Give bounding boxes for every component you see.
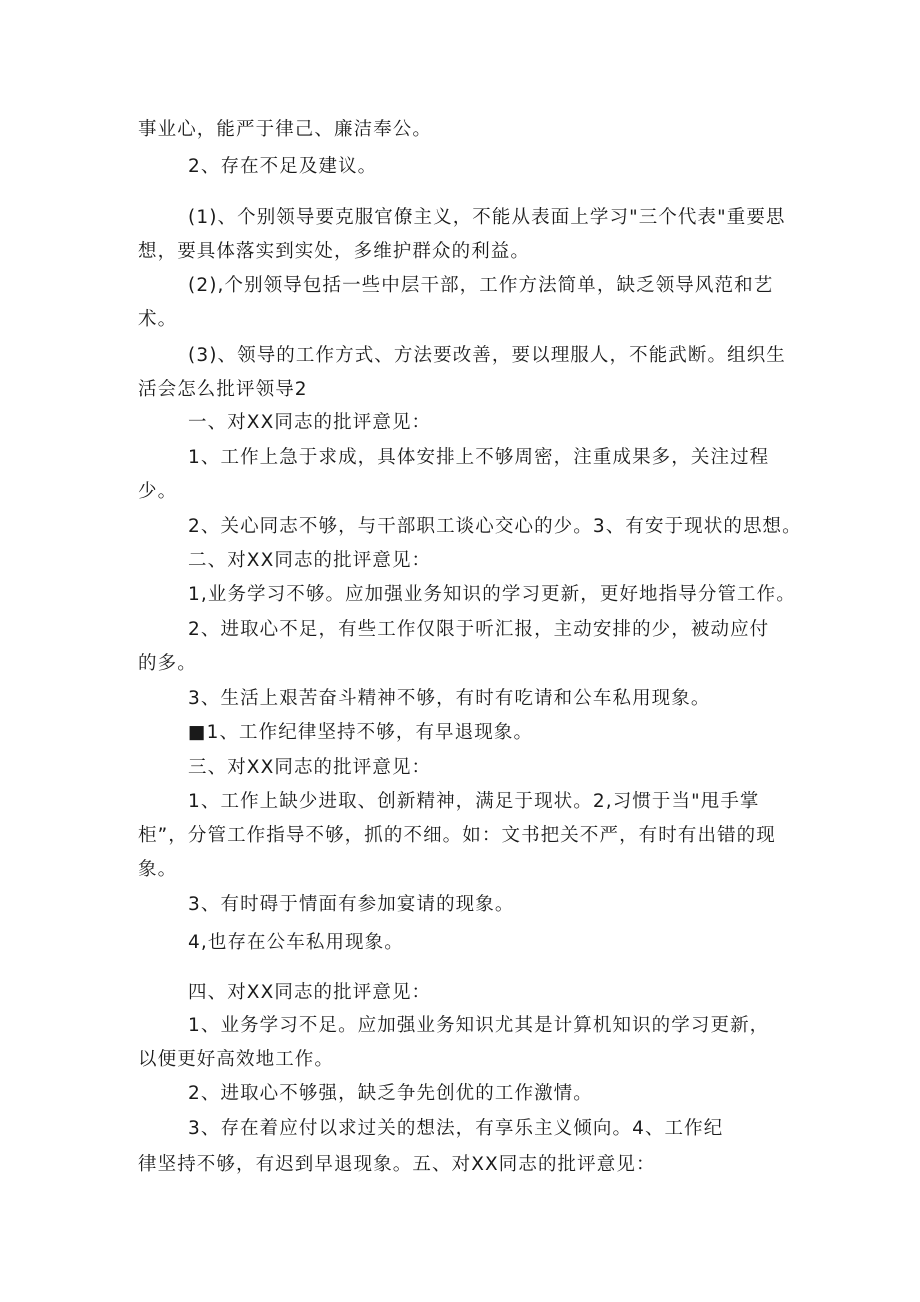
text-line: (3)、领导的工作方式、方法要改善，要以理服人，不能武断。组织生 — [188, 345, 786, 366]
text-line: 三、对XX同志的批评意见： — [188, 757, 432, 778]
text-line: 律坚持不够，有迟到早退现象。五、对XX同志的批评意见： — [138, 1154, 656, 1175]
text-line: (1)、个别领导要克服官僚主义，不能从表面上学习"三个代表"重要思 — [188, 207, 786, 228]
text-line: 二、对XX同志的批评意见： — [188, 550, 432, 571]
text-line: 2、进取心不足，有些工作仅限于听汇报，主动安排的少，被动应付 — [188, 619, 770, 640]
text-line: 4,也存在公车私用现象。 — [188, 932, 404, 953]
text-line: 3、存在着应付以求过关的想法，有享乐主义倾向。4、工作纪 — [188, 1118, 724, 1139]
text-line: 3、有时碍于情面有参加宴请的现象。 — [188, 894, 515, 915]
text-line: 一、对XX同志的批评意见： — [188, 412, 432, 433]
text-line: 术。 — [138, 309, 178, 330]
text-line: 的多。 — [138, 653, 197, 674]
text-line: 想，要具体落实到实处，多维护群众的利益。 — [138, 241, 531, 262]
text-line: 1、工作上缺少进取、创新精神，满足于现状。2,习惯于当"甩手掌 — [188, 791, 760, 812]
text-line: 柜”，分管工作指导不够，抓的不细。如：文书把关不严，有时有出错的现 — [138, 825, 776, 846]
text-line: 象。 — [138, 859, 178, 880]
text-line: 2、存在不足及建议。 — [188, 156, 378, 177]
text-line: ■1、工作纪律坚持不够，有早退现象。 — [188, 722, 534, 743]
text-line: 事业心，能严于律己、廉洁奉公。 — [138, 119, 433, 140]
text-line: 2、进取心不够强，缺乏争先创优的工作激情。 — [188, 1083, 593, 1104]
text-line: 2、关心同志不够，与干部职工谈心交心的少。3、有安于现状的思想。 — [188, 516, 802, 537]
text-line: 1,业务学习不够。应加强业务知识的学习更新，更好地指导分管工作。 — [188, 584, 796, 605]
text-line: 少。 — [138, 481, 178, 502]
text-line: 1、工作上急于求成，具体安排上不够周密，注重成果多，关注过程 — [188, 447, 770, 468]
text-line: 以便更好高效地工作。 — [138, 1049, 335, 1070]
text-line: 活会怎么批评领导2 — [138, 379, 308, 400]
text-line: 四、对XX同志的批评意见： — [188, 982, 432, 1003]
text-line: 1、业务学习不足。应加强业务知识尤其是计算机知识的学习更新， — [188, 1015, 770, 1036]
text-line: 3、生活上艰苦奋斗精神不够，有时有吃请和公车私用现象。 — [188, 688, 711, 709]
text-line: (2),个别领导包括一些中层干部，工作方法简单，缺乏领导风范和艺 — [188, 275, 774, 296]
